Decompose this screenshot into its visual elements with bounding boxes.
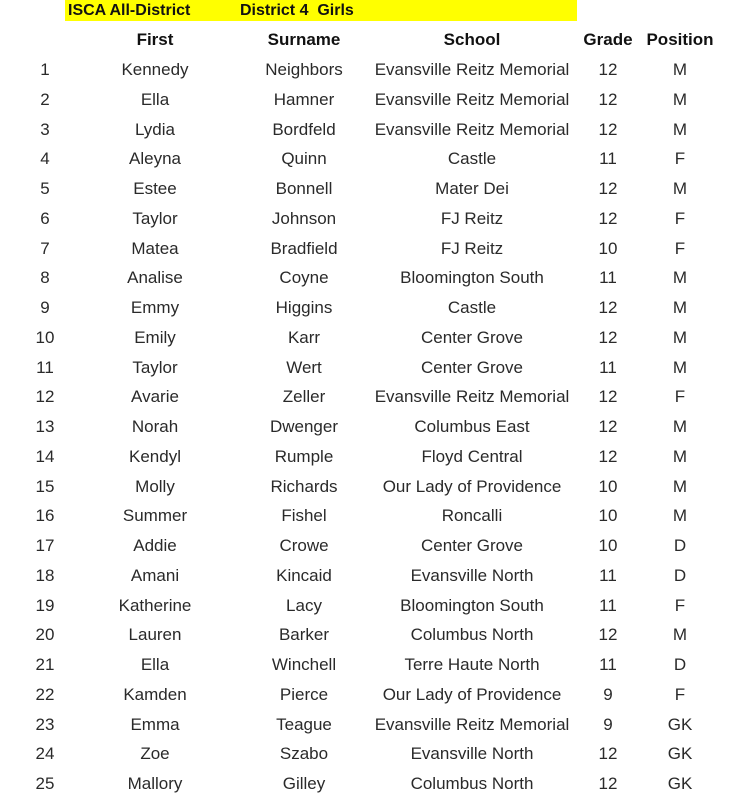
position-cell: M — [672, 268, 688, 288]
position-cell: D — [673, 536, 687, 555]
header-position: Position — [646, 30, 714, 49]
surname-cell: Higgins — [275, 298, 333, 317]
surname-cell: Lacy — [286, 595, 322, 615]
first-name-cell: Katherine — [118, 595, 192, 615]
table-row — [0, 769, 740, 799]
row-number: 20 — [35, 625, 55, 645]
first-name-cell: Aleyna — [129, 149, 181, 169]
header-first: First — [136, 30, 174, 49]
first-name-cell: Addie — [133, 536, 177, 555]
title-banner — [65, 0, 577, 21]
grade-cell: 12 — [598, 60, 618, 79]
table-row — [0, 620, 740, 650]
table-row — [0, 55, 740, 85]
grade-cell: 10 — [598, 536, 618, 555]
grade-cell: 12 — [598, 625, 618, 645]
row-number: 2 — [40, 89, 50, 109]
first-name-cell: Emmy — [130, 298, 180, 317]
first-name-cell: Analise — [127, 268, 183, 288]
first-name-cell: Summer — [122, 506, 188, 526]
first-name-cell: Lauren — [128, 625, 182, 645]
surname-cell: Wert — [286, 357, 322, 377]
grade-cell: 11 — [599, 565, 617, 585]
position-cell: M — [672, 298, 688, 317]
first-name-cell: Norah — [131, 417, 179, 436]
table-row — [0, 472, 740, 502]
school-cell: Our Lady of Providence — [382, 684, 562, 704]
table-row — [0, 680, 740, 710]
table-row — [0, 531, 740, 561]
school-cell: Mater Dei — [435, 179, 509, 198]
row-number: 7 — [40, 238, 50, 258]
row-number: 8 — [40, 268, 50, 288]
school-cell: Roncalli — [441, 506, 503, 526]
table-row — [0, 204, 740, 234]
school-cell: Evansville Reitz Memorial — [374, 714, 570, 734]
row-number: 25 — [35, 774, 55, 793]
grade-cell: 12 — [598, 298, 618, 317]
surname-cell: Gilley — [282, 774, 326, 793]
position-cell: M — [672, 357, 688, 377]
first-name-cell: Ella — [140, 89, 170, 109]
row-number: 24 — [35, 744, 55, 764]
grade-cell: 10 — [598, 476, 618, 496]
school-cell: Our Lady of Providence — [382, 476, 562, 496]
first-name-cell: Emma — [130, 714, 180, 734]
grade-cell: 9 — [603, 684, 613, 704]
school-cell: Floyd Central — [421, 446, 523, 466]
row-number: 18 — [35, 565, 55, 585]
position-cell: M — [672, 506, 688, 526]
table-row — [0, 293, 740, 323]
surname-cell: Richards — [270, 476, 338, 496]
table-row — [0, 174, 740, 204]
table-row — [0, 144, 740, 174]
surname-cell: Neighbors — [265, 60, 343, 79]
table-row — [0, 739, 740, 769]
table-row — [0, 353, 740, 383]
table-row — [0, 323, 740, 353]
grade-cell: 12 — [598, 89, 618, 109]
surname-cell: Rumple — [274, 446, 334, 466]
first-name-cell: Kendyl — [129, 446, 181, 466]
header-surname: Surname — [267, 30, 341, 49]
grade-cell: 11 — [599, 357, 617, 377]
grade-cell: 11 — [599, 268, 617, 288]
first-name-cell: Avarie — [131, 387, 179, 407]
school-cell: FJ Reitz — [440, 238, 504, 258]
grade-cell: 11 — [599, 149, 617, 169]
row-number: 21 — [35, 655, 55, 674]
banner-subtitle: District 4 Girls — [240, 2, 354, 19]
surname-cell: Quinn — [281, 149, 327, 169]
grade-cell: 12 — [598, 179, 618, 198]
position-cell: F — [674, 387, 686, 407]
position-cell: GK — [667, 774, 693, 793]
grade-cell: 10 — [598, 506, 618, 526]
school-cell: Evansville Reitz Memorial — [374, 89, 570, 109]
position-cell: M — [672, 446, 688, 466]
surname-cell: Karr — [287, 327, 321, 347]
surname-cell: Pierce — [279, 684, 329, 704]
header-grade: Grade — [583, 30, 633, 49]
grade-cell: 10 — [598, 238, 618, 258]
grade-cell: 12 — [598, 446, 618, 466]
surname-cell: Dwenger — [269, 417, 339, 436]
table-row — [0, 234, 740, 264]
position-cell: F — [674, 208, 686, 228]
row-number: 9 — [40, 298, 50, 317]
school-cell: FJ Reitz — [440, 208, 504, 228]
school-cell: Castle — [447, 149, 497, 169]
position-cell: F — [674, 149, 686, 169]
surname-cell: Hamner — [273, 89, 335, 109]
first-name-cell: Molly — [135, 476, 175, 496]
surname-cell: Zeller — [282, 387, 326, 407]
row-number: 11 — [36, 357, 54, 377]
surname-cell: Coyne — [279, 268, 329, 288]
header-school: School — [443, 30, 501, 49]
first-name-cell: Zoe — [140, 744, 170, 764]
row-number: 16 — [35, 506, 55, 526]
grade-cell: 11 — [599, 595, 617, 615]
position-cell: M — [672, 327, 688, 347]
first-name-cell: Amani — [130, 565, 180, 585]
row-number: 15 — [35, 476, 55, 496]
position-cell: M — [672, 60, 688, 79]
table-row — [0, 501, 740, 531]
grade-cell: 12 — [598, 119, 618, 139]
grade-cell: 11 — [599, 655, 617, 674]
table-row — [0, 115, 740, 145]
surname-cell: Winchell — [271, 655, 337, 674]
first-name-cell: Kamden — [123, 684, 187, 704]
row-number: 12 — [35, 387, 55, 407]
school-cell: Columbus North — [410, 625, 534, 645]
surname-cell: Szabo — [279, 744, 329, 764]
school-cell: Center Grove — [420, 536, 524, 555]
position-cell: M — [672, 119, 688, 139]
table-row — [0, 710, 740, 740]
school-cell: Evansville North — [410, 565, 534, 585]
school-cell: Center Grove — [420, 357, 524, 377]
table-row — [0, 85, 740, 115]
table-row — [0, 412, 740, 442]
table-row — [0, 382, 740, 412]
surname-cell: Bordfeld — [272, 119, 336, 139]
position-cell: M — [672, 89, 688, 109]
school-cell: Evansville Reitz Memorial — [374, 60, 570, 79]
table-row — [0, 650, 740, 680]
row-number: 17 — [35, 536, 55, 555]
surname-cell: Bonnell — [275, 179, 333, 198]
surname-cell: Johnson — [271, 208, 337, 228]
row-number: 3 — [40, 119, 50, 139]
school-cell: Evansville Reitz Memorial — [374, 387, 570, 407]
surname-cell: Fishel — [281, 506, 327, 526]
position-cell: D — [673, 655, 687, 674]
row-number: 14 — [35, 446, 55, 466]
school-cell: Evansville Reitz Memorial — [374, 119, 570, 139]
grade-cell: 12 — [598, 208, 618, 228]
first-name-cell: Mallory — [127, 774, 183, 793]
school-cell: Evansville North — [410, 744, 534, 764]
school-cell: Bloomington South — [400, 595, 544, 615]
position-cell: GK — [667, 744, 693, 764]
position-cell: M — [672, 179, 688, 198]
position-cell: F — [674, 238, 686, 258]
grade-cell: 12 — [598, 387, 618, 407]
school-cell: Columbus North — [410, 774, 534, 793]
row-number: 4 — [40, 149, 50, 169]
school-cell: Bloomington South — [400, 268, 544, 288]
grade-cell: 9 — [603, 714, 613, 734]
first-name-cell: Taylor — [132, 357, 178, 377]
surname-cell: Barker — [278, 625, 330, 645]
first-name-cell: Lydia — [134, 119, 175, 139]
row-number: 10 — [35, 327, 55, 347]
grade-cell: 12 — [598, 744, 618, 764]
surname-cell: Teague — [276, 714, 332, 734]
first-name-cell: Ella — [140, 655, 170, 674]
row-number: 1 — [40, 60, 50, 79]
surname-cell: Bradfield — [270, 238, 338, 258]
banner-title: ISCA All-District — [68, 2, 191, 19]
position-cell: F — [674, 595, 686, 615]
first-name-cell: Matea — [131, 238, 179, 258]
grade-cell: 12 — [598, 327, 618, 347]
surname-cell: Kincaid — [276, 565, 332, 585]
first-name-cell: Estee — [133, 179, 177, 198]
school-cell: Castle — [447, 298, 497, 317]
position-cell: D — [673, 565, 687, 585]
roster-table — [0, 55, 740, 799]
table-row — [0, 442, 740, 472]
row-number: 5 — [40, 179, 50, 198]
school-cell: Center Grove — [420, 327, 524, 347]
row-number: 13 — [35, 417, 55, 436]
row-number: 23 — [35, 714, 55, 734]
row-number: 6 — [40, 208, 50, 228]
table-row — [0, 263, 740, 293]
surname-cell: Crowe — [279, 536, 329, 555]
position-cell: F — [674, 684, 686, 704]
position-cell: GK — [667, 714, 693, 734]
school-cell: Terre Haute North — [404, 655, 540, 674]
first-name-cell: Emily — [134, 327, 176, 347]
table-row — [0, 561, 740, 591]
position-cell: M — [672, 417, 688, 436]
row-number: 22 — [35, 684, 55, 704]
row-number: 19 — [35, 595, 55, 615]
position-cell: M — [672, 476, 688, 496]
first-name-cell: Taylor — [132, 208, 178, 228]
grade-cell: 12 — [598, 774, 618, 793]
school-cell: Columbus East — [414, 417, 530, 436]
table-row — [0, 591, 740, 621]
grade-cell: 12 — [598, 417, 618, 436]
first-name-cell: Kennedy — [121, 60, 189, 79]
position-cell: M — [672, 625, 688, 645]
